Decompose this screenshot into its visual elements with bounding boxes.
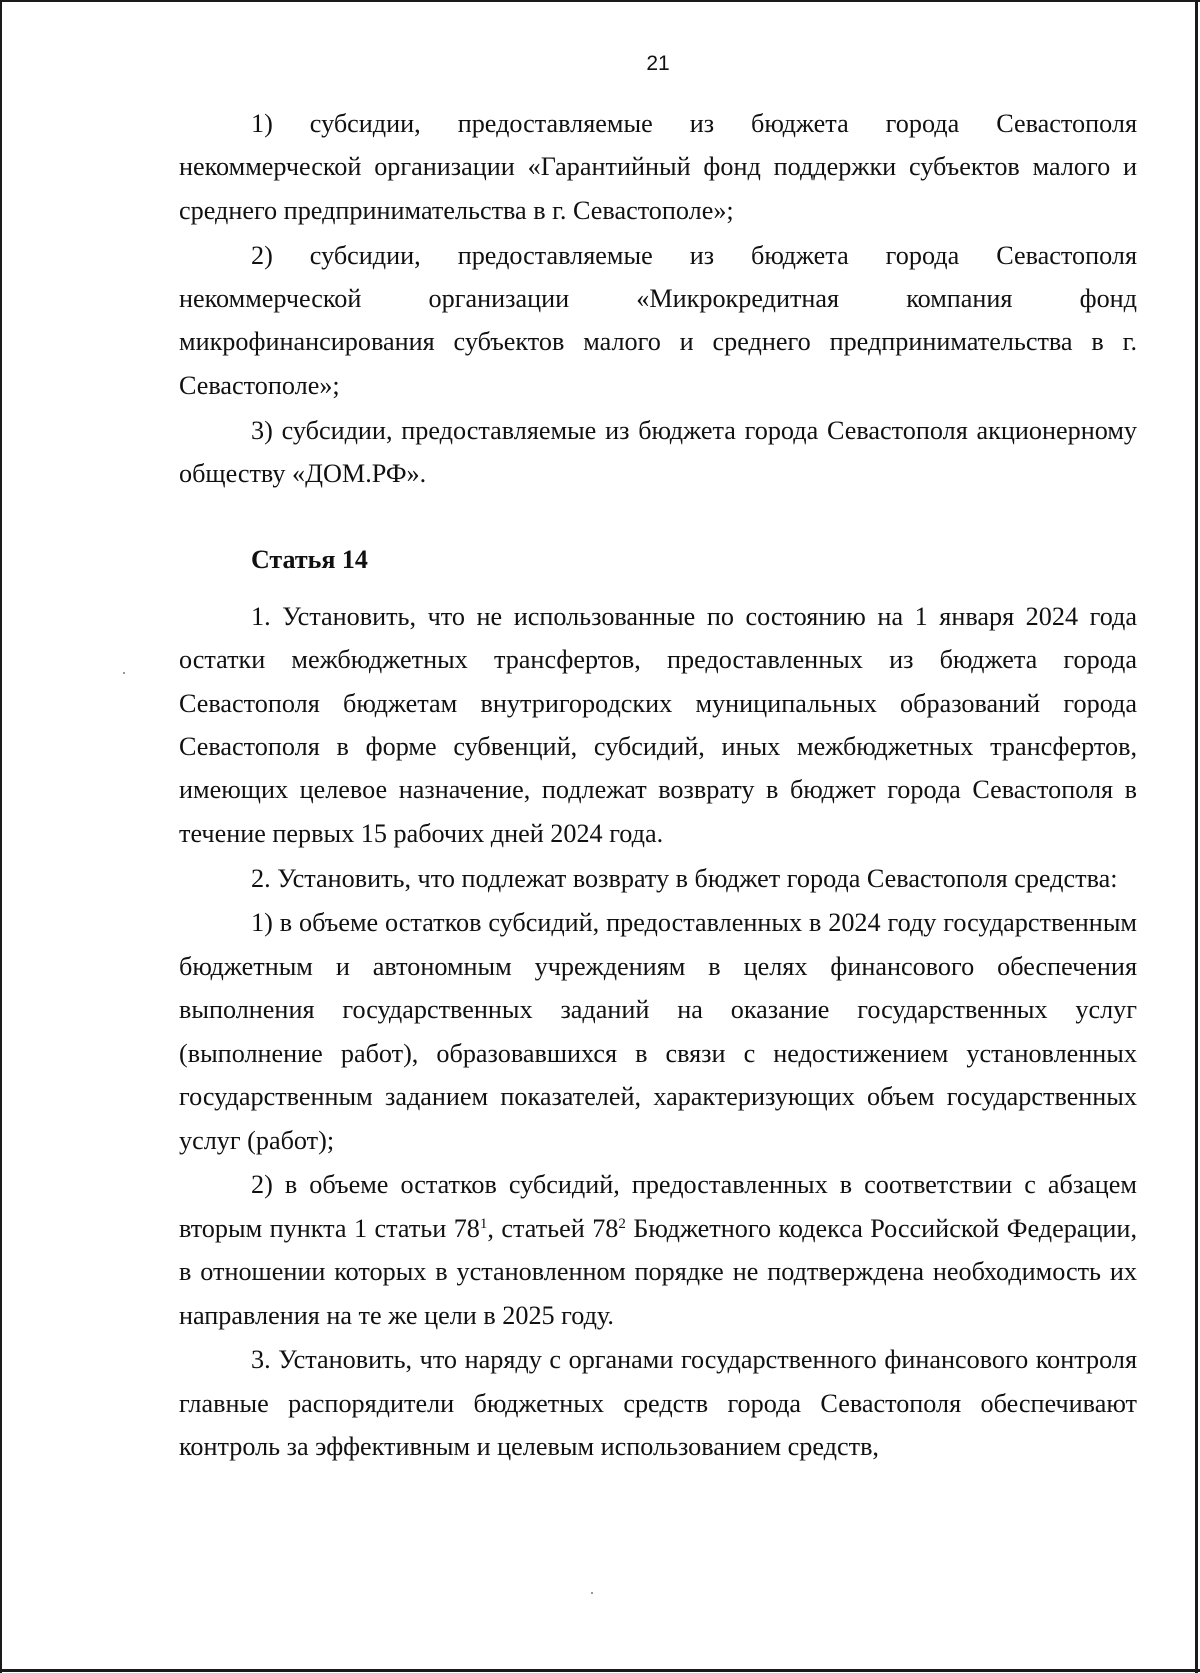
- article-paragraph-3: 3. Установить, что наряду с органами государственного финансового контроля главные распорядители бюджетных средств города Севастополя обеспечивают контроль за эффективным и целевым использованием средств,: [179, 1345, 1137, 1462]
- subsidy-item-3: 3) субсидии, предоставляемые из бюджета города Севастополя акционерному обществу «ДОМ.РФ».: [179, 415, 1137, 489]
- scan-speck: [591, 1592, 593, 1594]
- item-2-text-part-1: 2) в объеме остатков субсидий, предоставленных в соответствии с абзацем вторым пункта 1 статьи 78: [179, 1170, 1137, 1243]
- page-number: 21: [646, 52, 670, 75]
- article-paragraph-2-item-1: 1) в объеме остатков субсидий, предоставленных в 2024 году государственным бюджетным и автономным учреждениям в целях финансового обеспечения выполнения государственных заданий на оказание государственных услуг (выполнение работ), образовавшихся в связи с недостижением установленных государственным заданием показателей, характеризующих объем государственных услуг (работ);: [179, 908, 1137, 1155]
- article-paragraph-2-item-2: [179, 1163, 1137, 1337]
- article-paragraph-2: 2. Установить, что подлежат возврату в бюджет города Севастополя средства:: [251, 863, 1118, 893]
- scan-speck: [123, 672, 125, 674]
- page-border-left: [0, 0, 2, 1673]
- article-title: Статья 14: [251, 545, 368, 575]
- page-border-top: [0, 0, 1200, 2]
- superscript-1: 1: [479, 1215, 488, 1232]
- page-border-bottom: [0, 1669, 1200, 1672]
- item-2-text-part-2: , статьей 78: [487, 1213, 619, 1243]
- subsidy-item-2: 2) субсидии, предоставляемые из бюджета города Севастополя некоммерческой организации «Микрокредитная компания фонд микрофинансирования субъектов малого и среднего предпринимательства в г. Севастополе»;: [179, 240, 1137, 400]
- document-body: [179, 102, 1137, 1470]
- page-border-right: [1195, 0, 1198, 1673]
- article-paragraph-1: 1. Установить, что не использованные по состоянию на 1 января 2024 года остатки межбюджетных трансфертов, предоставленных из бюджета города Севастополя бюджетам внутригородских муниципальных образований города Севастополя в форме субвенций, субсидий, иных межбюджетных трансфертов, имеющих целевое назначение, подлежат возврату в бюджет города Севастополя в течение первых 15 рабочих дней 2024 года.: [179, 601, 1137, 848]
- item-2-text-part-3: Бюджетного кодекса Российской Федерации, в отношении которых в установленном порядке не подтверждена необходимость их направления на те же цели в 2025 году.: [179, 1213, 1137, 1330]
- superscript-2: 2: [618, 1215, 626, 1232]
- subsidy-item-1: 1) субсидии, предоставляемые из бюджета города Севастополя некоммерческой организации «Гарантийный фонд поддержки субъектов малого и среднего предпринимательства в г. Севастополе»;: [179, 109, 1137, 225]
